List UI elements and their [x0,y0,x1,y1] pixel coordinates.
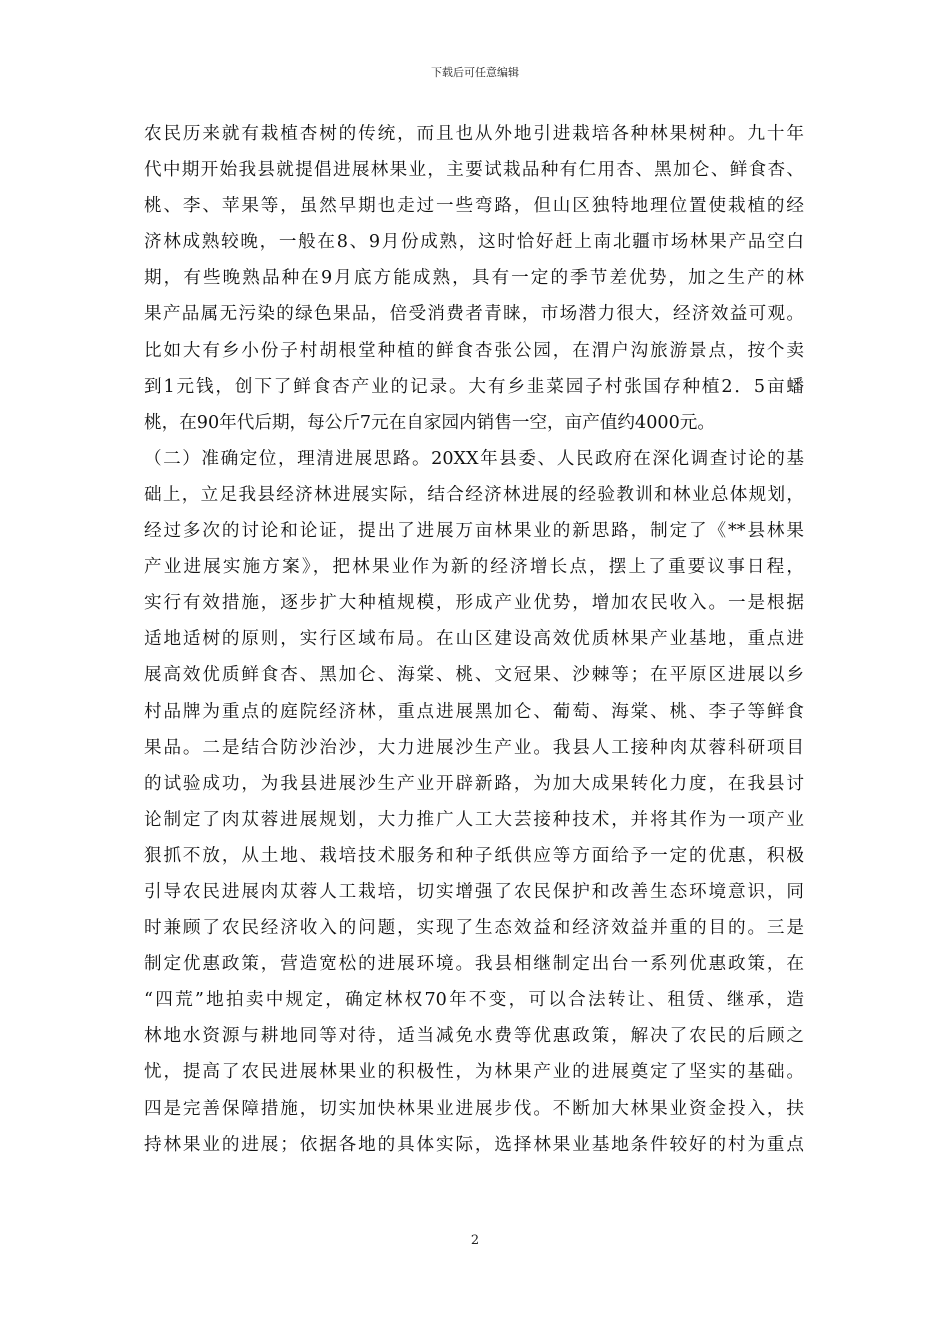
text-line: 忧，提高了农民进展林果业的积极性，为林果产业的进展奠定了坚实的基础。 [144,1062,804,1083]
text-line: 础上，立足我县经济林进展实际，结合经济林进展的经验教训和林业总体规划， [144,484,804,505]
text-line: 展高效优质鲜食杏、黑加仑、海棠、桃、文冠果、沙棘等；在平原区进展以乡 [144,665,804,686]
text-line: （二）准确定位，理清进展思路。20XX年县委、人民政府在深化调查讨论的基 [144,448,804,469]
text-line: 期，有些晚熟品种在9月底方能成熟，具有一定的季节差优势，加之生产的林 [144,268,804,289]
text-line: 论制定了肉苁蓉进展规划，大力推广人工大芸接种技术，并将其作为一项产业 [144,809,804,830]
text-line: 引导农民进展肉苁蓉人工栽培，切实增强了农民保护和改善生态环境意识，同 [144,881,804,902]
text-line: 比如大有乡小份子村胡根堂种植的鲜食杏张公园，在渭户沟旅游景点，按个卖 [144,340,804,361]
text-line: 持林果业的进展；依据各地的具体实际，选择林果业基地条件较好的村为重点 [144,1134,804,1155]
text-line: 制定优惠政策，营造宽松的进展环境。我县相继制定出台一系列优惠政策，在 [144,954,804,975]
text-line: 村品牌为重点的庭院经济林，重点进展黑加仑、葡萄、海棠、桃、李子等鲜食 [144,701,804,722]
page-header: 下载后可任意编辑 [431,66,519,79]
text-line: 的试验成功，为我县进展沙生产业开辟新路，为加大成果转化力度，在我县讨 [144,773,804,794]
text-line: 果产品属无污染的绿色果品，倍受消费者青睐，市场潜力很大，经济效益可观。 [144,304,804,325]
text-line: 代中期开始我县就提倡进展林果业，主要试栽品种有仁用杏、黑加仑、鲜食杏、 [144,160,804,181]
text-line: 时兼顾了农民经济收入的问题，实现了生态效益和经济效益并重的目的。三是 [144,918,804,939]
text-line: 农民历来就有栽植杏树的传统，而且也从外地引进栽培各种林果树种。九十年 [144,124,804,144]
text-line: 桃，在90年代后期，每公斤7元在自家园内销售一空，亩产值约4000元。 [144,412,715,433]
page-number: 2 [470,1233,480,1248]
text-line: 到1元钱，创下了鲜食杏产业的记录。大有乡韭菜园子村张国存种植2．5亩蟠 [144,376,804,397]
text-line: 果品。二是结合防沙治沙，大力进展沙生产业。我县人工接种肉苁蓉科研项目 [144,737,804,758]
text-line: 适地适树的原则，实行区域布局。在山区建设高效优质林果产业基地，重点进 [144,629,804,650]
text-line: 济林成熟较晚，一般在8、9月份成熟，这时恰好赶上南北疆市场林果产品空白 [144,232,804,253]
text-line: 产业进展实施方案》，把林果业作为新的经济增长点，摆上了重要议事日程， [144,557,804,578]
text-line: 狠抓不放，从土地、栽培技术服务和种子纸供应等方面给予一定的优惠，积极 [144,845,804,866]
text-line: 四是完善保障措施，切实加快林果业进展步伐。不断加大林果业资金投入，扶 [144,1098,804,1119]
body-text [144,116,804,1163]
text-line: 经过多次的讨论和论证，提出了进展万亩林果业的新思路，制定了《**县林果 [144,521,804,542]
text-line: 桃、李、苹果等，虽然早期也走过一些弯路，但山区独特地理位置使栽植的经 [144,196,804,217]
text-line: 林地水资源与耕地同等对待，适当减免水费等优惠政策，解决了农民的后顾之 [144,1026,804,1047]
text-line: 实行有效措施，逐步扩大种植规模，形成产业优势，增加农民收入。一是根据 [144,593,804,614]
text-line: “四荒”地拍卖中规定，确定林权70年不变，可以合法转让、租赁、继承，造 [144,990,804,1011]
